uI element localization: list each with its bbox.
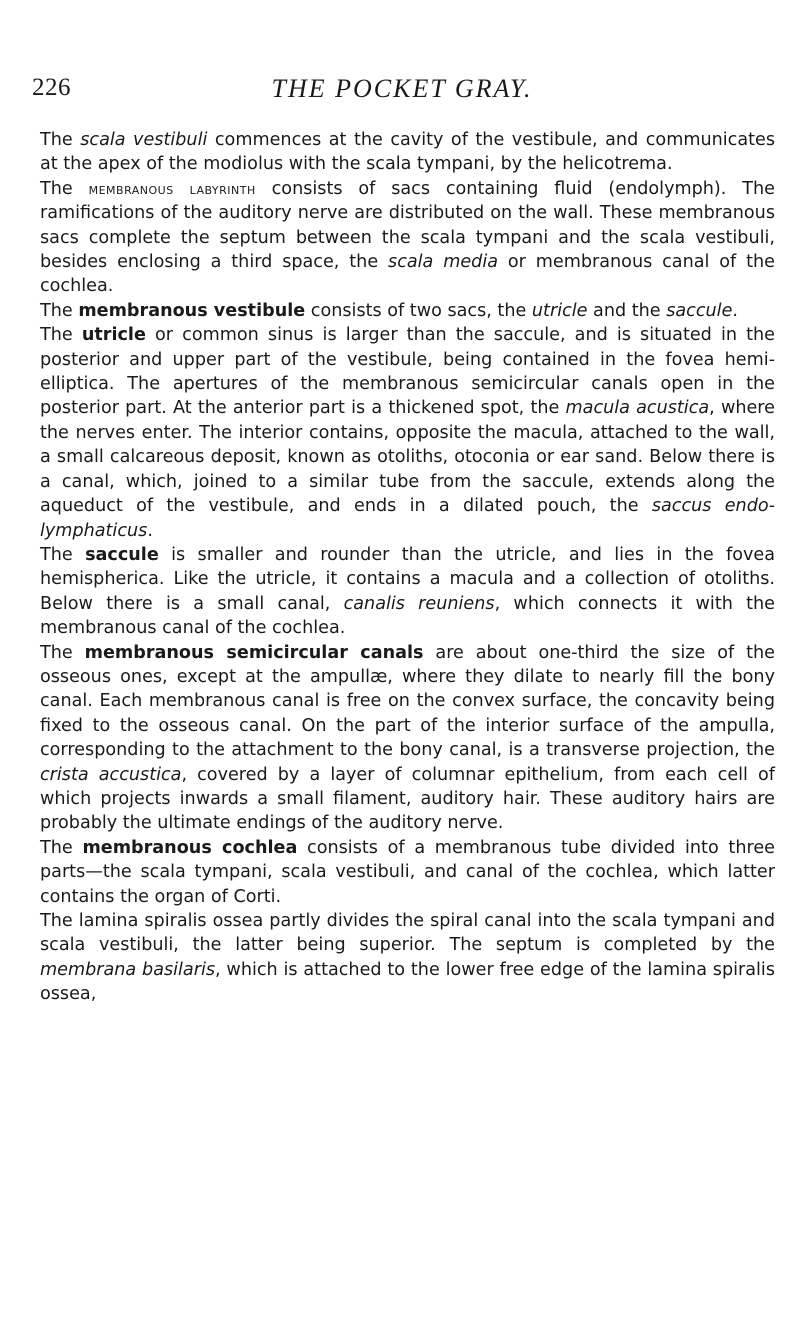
heading-membranous-vestibule: membranous vestibule: [78, 300, 306, 321]
term-membrana-basilaris: membrana basilaris: [40, 959, 216, 980]
term-crista-accustica: crista accustica: [40, 764, 182, 785]
page-number: 226: [32, 74, 71, 101]
heading-saccule: saccule: [85, 544, 159, 565]
heading-membranous-cochlea: membranous cochlea: [82, 837, 298, 858]
term-scala-vestibuli: scala vestibuli: [80, 130, 208, 150]
paragraph-semicircular-canals: The membranous semicircular canals are about one-third the size of the osseous ones, except at the ampullæ, where they dilate to nearly fill the bony canal. Each membranous canal is free on the convex surface, the concavity being fixed to the osseous canal. On the part of the interior surface of the ampulla, corresponding to the attachment to the bony canal, is a transverse projection, the crista accustica, covered by a layer of columnar epithelium, from each cell of which projects inwards a small filament, auditory hair. These auditory hairs are probably the ultimate endings of the auditory nerve.: [40, 642, 775, 834]
term-macula-acustica: macula acustica: [565, 398, 710, 419]
heading-utricle: utricle: [81, 325, 146, 346]
paragraph-lamina-spiralis: The lamina spiralis ossea partly divides the spiral canal into the scala tympani and scala vestibuli, the latter being superior. The septum is completed by the membrana basilaris, which is attached to the lower free edge of the lamina spiralis ossea,: [40, 911, 775, 1005]
heading-membranous-labyrinth: membranous labyrinth: [88, 178, 256, 198]
paragraph-membranous-cochlea: The membranous cochlea consists of a membranous tube divided into three parts—the scala tympani, scala vestibuli, and canal of the cochlea, which latter contains the organ of Corti.: [40, 837, 775, 907]
term-utricle: utricle: [531, 300, 588, 321]
term-scala-media: scala media: [388, 252, 498, 273]
term-canalis-reuniens: canalis reuniens: [343, 593, 495, 614]
paragraph-utricle: The utricle or common sinus is larger than the saccule, and is situated in the posterior and upper part of the vestibule, being contained in the fovea hemi-elliptica. The apertures of the membranous semicircular canals open in the posterior part. At the anterior part is a thickened spot, the macula acustica, where the nerves enter. The interior contains, opposite the macula, attached to the wall, a small calcareous deposit, known as otoliths, otoconia or ear sand. Below there is a canal, which, joined to a similar tube from the saccule, extends along the aqueduct of the vestibule, and ends in a dilated pouch, the saccus endo-lymphaticus.: [40, 325, 775, 541]
running-title: THE POCKET GRAY.: [271, 74, 533, 103]
heading-semicircular-canals: membranous semicircular canals: [84, 642, 424, 663]
paragraph-scala-vestibuli: The scala vestibuli commences at the cavity of the vestibule, and communicates at the apex of the modiolus with the scala tympani, by the helicotrema.: [40, 130, 776, 175]
term-saccule: saccule: [666, 300, 733, 321]
paragraph-membranous-labyrinth: The membranous labyrinth consists of sacs containing fluid (endolymph). The ramifications of the auditory nerve are distributed on the wall. These membranous sacs complete the septum between the scala tympani and the scala vestibuli, besides enclosing a third space, the scala media or membranous canal of the cochlea.: [40, 178, 775, 297]
body-text: [40, 128, 775, 1007]
term-saccus-endo-lymphaticus: saccus endo-lymphaticus: [40, 496, 775, 541]
page-header: [32, 74, 772, 114]
paragraph-membranous-vestibule: The membranous vestibule consists of two sacs, the utricle and the saccule.: [40, 300, 738, 321]
paragraph-saccule: The saccule is smaller and rounder than the utricle, and lies in the fovea hemispherica. Like the utricle, it contains a macula and a collection of otoliths. Below there is a small canal, canalis reuniens, which connects it with the membranous canal of the cochlea.: [40, 544, 775, 639]
